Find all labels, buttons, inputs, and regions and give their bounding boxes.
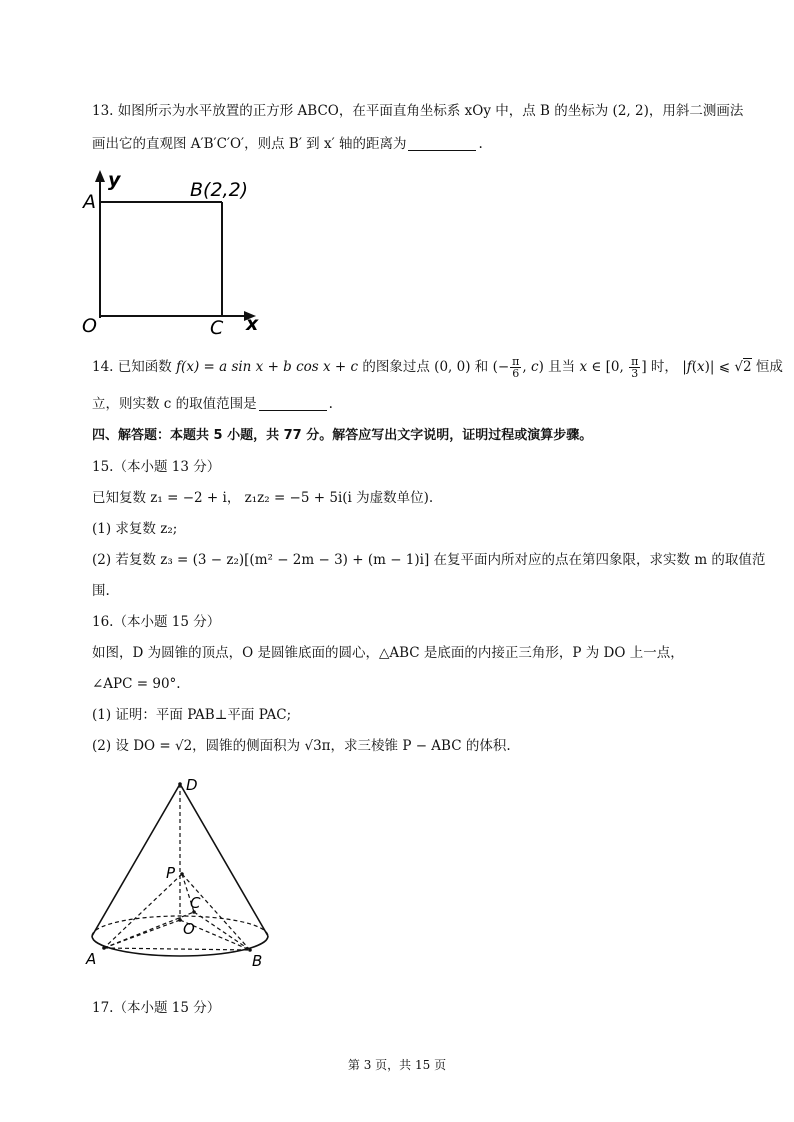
label-O: O bbox=[183, 920, 195, 938]
label-A: A bbox=[86, 950, 97, 968]
answer-blank bbox=[259, 396, 327, 411]
y-arrow bbox=[95, 170, 105, 182]
q16-part1: (1) 证明：平面 PAB⊥平面 PAC; bbox=[92, 707, 292, 723]
frac-six: 6 bbox=[512, 367, 520, 380]
label-P: P bbox=[166, 864, 176, 882]
q13-figure bbox=[80, 168, 270, 338]
frac-pi-2: π bbox=[631, 355, 639, 368]
label-B: B(2,2) bbox=[190, 179, 249, 201]
q13-line2-end: . bbox=[478, 136, 483, 152]
q14-line2-end: . bbox=[328, 396, 333, 412]
q15-header: 15.（本小题 13 分） bbox=[92, 459, 221, 475]
q15-part2-cont: 围. bbox=[92, 583, 110, 599]
label-D: D bbox=[186, 776, 198, 794]
label-x: x bbox=[246, 313, 259, 335]
label-O: O bbox=[82, 315, 97, 337]
q13-line1: 13. 如图所示为水平放置的正方形 ABCO，在平面直角坐标系 xOy 中，点 B 的坐标为 (2, 2)，用斜二测画法 bbox=[92, 103, 744, 119]
q16-line2: ∠APC = 90°. bbox=[92, 676, 181, 692]
edge-PA bbox=[104, 874, 182, 948]
q14-inequality: |f(x)| ⩽ √2 bbox=[682, 359, 752, 375]
q14-text-b: 的图象过点 (0, 0) 和 bbox=[362, 359, 489, 375]
answer-blank bbox=[408, 136, 476, 151]
q15-part1: (1) 求复数 z₂; bbox=[92, 521, 178, 537]
q16-line1: 如图，D 为圆锥的顶点，O 是圆锥底面的圆心，△ABC 是底面的内接正三角形，P 为 DO 上一点， bbox=[92, 645, 684, 661]
q16-cone-figure bbox=[78, 770, 288, 975]
q14-point: (− $\frac{\pi}{6}$ , c) bbox=[492, 355, 544, 380]
section-heading: 四、解答题：本题共 5 小题，共 77 分。解答应写出文字说明，证明过程或演算步骤。 bbox=[92, 428, 593, 443]
edge-PB bbox=[182, 874, 250, 950]
q14-interval: x ∈ [0, $\frac{\pi}{3}$ ] bbox=[579, 355, 647, 380]
q14-line1 bbox=[92, 356, 783, 379]
q14-function: f(x) = a sin x + b cos x + c bbox=[176, 359, 359, 375]
q13-line2-text: 画出它的直观图 A′B′C′O′，则点 B′ 到 x′ 轴的距离为 bbox=[92, 136, 407, 152]
q14-line2 bbox=[92, 394, 333, 414]
label-A: A bbox=[83, 191, 96, 213]
edge-BC bbox=[194, 912, 250, 950]
edge-OA bbox=[104, 920, 180, 948]
q14-text-a: 14. 已知函数 bbox=[92, 359, 172, 375]
q17-header: 17.（本小题 15 分） bbox=[92, 1000, 221, 1016]
q13-line2 bbox=[92, 134, 483, 154]
q14-text-c: 且当 bbox=[548, 359, 576, 375]
label-C: C bbox=[210, 317, 224, 338]
frac-pi: π bbox=[512, 355, 520, 368]
q15-line1: 已知复数 z₁ = −2 + i， z₁z₂ = −5 + 5i(i 为虚数单位). bbox=[92, 490, 434, 506]
frac-three: 3 bbox=[631, 367, 639, 380]
edge-AB bbox=[104, 948, 250, 950]
point-D bbox=[178, 782, 182, 786]
point-A bbox=[102, 946, 106, 950]
q14-text-e: 恒成 bbox=[755, 359, 783, 375]
label-y: y bbox=[108, 169, 121, 191]
point-O bbox=[178, 918, 182, 922]
q16-part2: (2) 设 DO = √2，圆锥的侧面积为 √3π，求三棱锥 P − ABC 的体积. bbox=[92, 738, 511, 754]
label-C: C bbox=[190, 894, 201, 912]
label-B: B bbox=[252, 952, 263, 970]
q14-text-d: 时， bbox=[650, 359, 678, 375]
slant-left bbox=[92, 784, 180, 936]
q15-part2: (2) 若复数 z₃ = (3 − z₂)[(m² − 2m − 3) + (m − 1)i] 在复平面内所对应的点在第四象限，求实数 m 的取值范 bbox=[92, 552, 766, 568]
q16-header: 16.（本小题 15 分） bbox=[92, 614, 221, 630]
point-P bbox=[180, 872, 184, 876]
page-footer: 第 3 页，共 15 页 bbox=[347, 1058, 447, 1072]
q14-line2-text: 立，则实数 c 的取值范围是 bbox=[92, 396, 257, 412]
